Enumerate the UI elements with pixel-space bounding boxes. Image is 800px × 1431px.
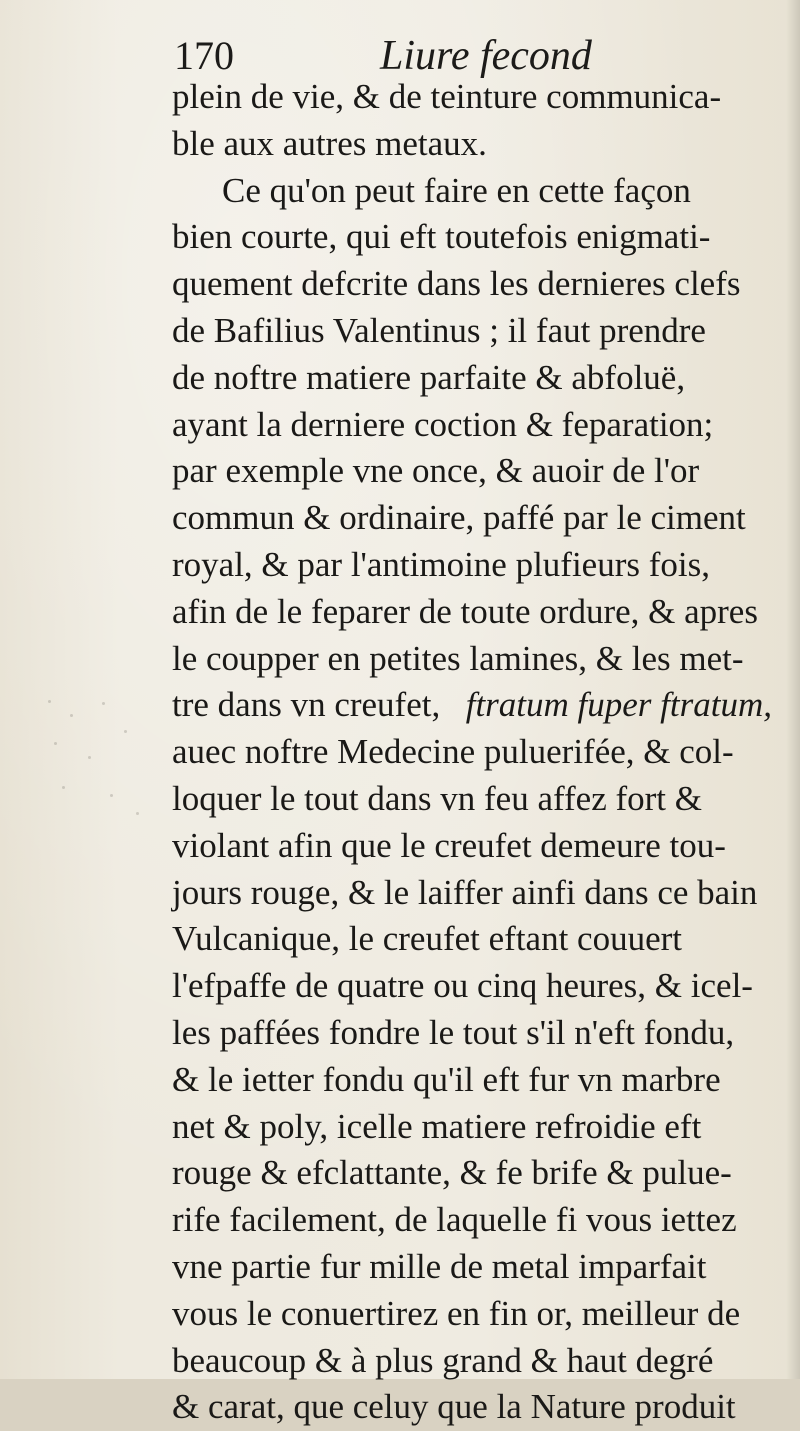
text-line: loquer le tout dans vn feu affez fort & — [172, 778, 703, 818]
page-edge-shadow — [786, 0, 800, 1379]
text-line: ble aux autres metaux. — [172, 123, 487, 163]
text-line: rouge & efclattante, & fe brife & pulue- — [172, 1153, 732, 1193]
text-line: de noftre matiere parfaite & abfoluë, — [172, 357, 686, 397]
text-line: de Bafilius Valentinus ; il faut prendre — [172, 310, 706, 350]
text-line: rife facilement, de laquelle fi vous iettez — [172, 1200, 737, 1240]
text-line: Vulcanique, le creufet eftant couuert — [172, 919, 682, 959]
text-line-part: tre dans vn creufet, — [172, 685, 441, 725]
text-line: vne partie fur mille de metal imparfait — [172, 1246, 707, 1286]
text-line: vous le conuertirez en fin or, meilleur de — [172, 1293, 741, 1333]
text-line: auec noftre Medecine puluerifée, & col- — [172, 732, 734, 772]
text-line: violant afin que le creufet demeure tou- — [172, 825, 726, 865]
text-line: royal, & par l'antimoine plufieurs fois, — [172, 544, 710, 584]
text-line-with-italic — [172, 682, 772, 729]
text-line: les paffées fondre le tout s'il n'eft fondu, — [172, 1012, 735, 1052]
text-line: & carat, que celuy que la Nature produit — [172, 1387, 736, 1427]
text-line: ayant la derniere coction & feparation; — [172, 404, 714, 444]
text-line: net & poly, icelle matiere refroidie eft — [172, 1106, 702, 1146]
text-line: l'efpaffe de quatre ou cinq heures, & icel- — [172, 966, 753, 1006]
text-line: quement defcrite dans les dernieres clefs — [172, 264, 741, 304]
text-line: jours rouge, & le laiffer ainfi dans ce bain — [172, 872, 758, 912]
text-line: Ce qu'on peut faire en cette façon — [222, 170, 691, 210]
body-text — [172, 74, 772, 1431]
text-line: le coupper en petites lamines, & les met- — [172, 638, 744, 678]
running-title: Liure fecond — [380, 33, 592, 79]
page-number: 170 — [174, 33, 234, 78]
text-line: bien courte, qui eft toutefois enigmati- — [172, 217, 711, 257]
text-line: par exemple vne once, & auoir de l'or — [172, 451, 700, 491]
text-line: plein de vie, & de teinture communica- — [172, 77, 722, 116]
text-line: afin de le feparer de toute ordure, & apres — [172, 591, 758, 631]
text-line: commun & ordinaire, paffé par le ciment — [172, 498, 746, 538]
text-line: & le ietter fondu qu'il eft fur vn marbre — [172, 1059, 721, 1099]
margin-bleed-through — [40, 690, 150, 830]
text-line: beaucoup & à plus grand & haut degré — [172, 1340, 714, 1380]
italic-phrase: ftratum fuper ftratum, — [465, 685, 772, 725]
